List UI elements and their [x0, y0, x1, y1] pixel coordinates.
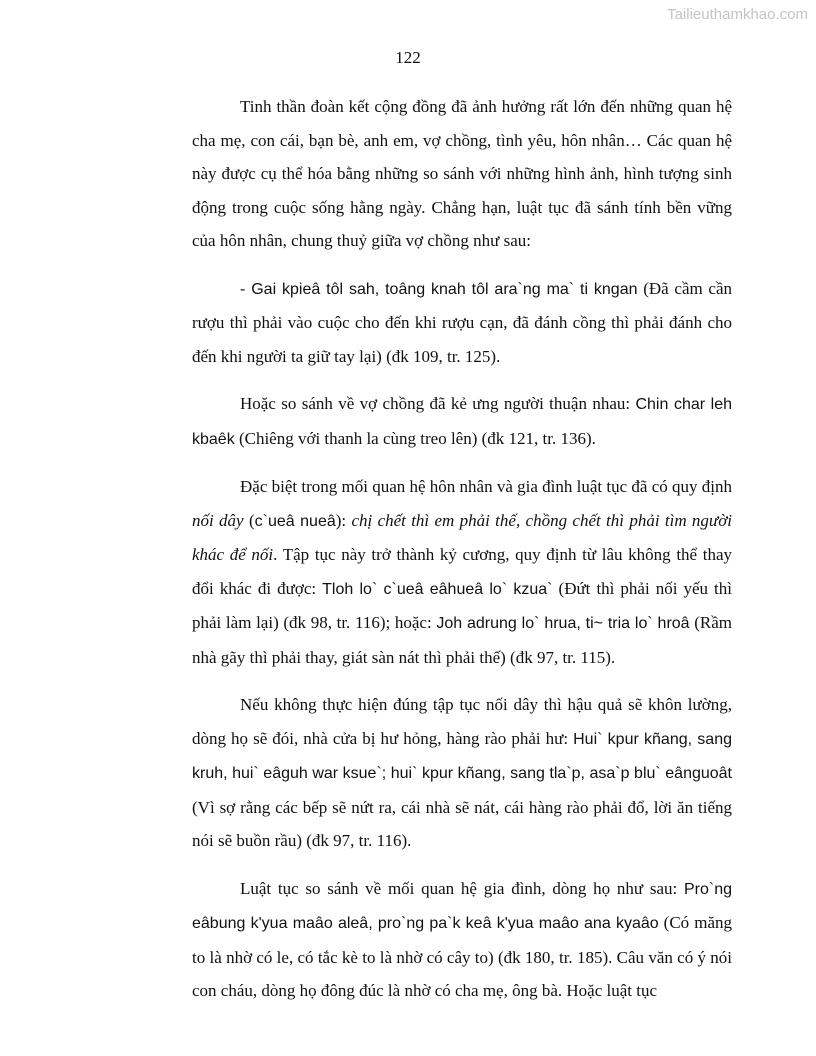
- paragraph-6-lead: Luật tục so sánh về mối quan hệ gia đình, dòng họ như sau:: [240, 878, 684, 898]
- ede-quote: - Gai kpieâ tôl sah, toâng knah tôl ara`ng ma` ti kngan: [240, 280, 638, 298]
- page-number: 122: [395, 48, 421, 67]
- paragraph-4-lead: Đặc biệt trong mối quan hệ hôn nhân và gia đình luật tục đã có quy định: [240, 477, 732, 496]
- ede-quote: Joh adrung lo` hrua, ti~ tria lo` hroâ: [436, 615, 690, 632]
- paragraph-3: [192, 387, 732, 456]
- paragraph-4-mid: . Tập tục này trở thành kỷ cương, quy định từ lâu không thể thay đổi khác đi được:: [192, 545, 733, 598]
- paragraph-1-text: Tinh thần đoàn kết cộng đồng đã ảnh hưởng rất lớn đến những quan hệ cha mẹ, con cái, bạn bè, anh em, vợ chồng, tình yêu, hôn nhân… Các quan hệ này được cụ thể hóa bằng những so sánh với những hình ảnh, hình tượng sinh động trong cuộc sống hằng ngày. Chẳng hạn, luật tục đã sánh tính bền vững của hôn nhân, chung thuỷ giữa vợ chồng như sau:: [192, 97, 732, 250]
- paragraph-4-colon: ):: [335, 510, 352, 530]
- document-body: [192, 90, 732, 1022]
- paragraph-4-text-2: (Rầm nhà gãy thì phải thay, giát sàn nát thì phải thế) (đk 97, tr. 115).: [192, 613, 733, 667]
- paragraph-5: [192, 688, 732, 858]
- term-noi-day: nối dây: [192, 510, 244, 530]
- italic-definition: chị chết thì em phải thế, chồng chết thì phải tìm người khác để nối: [192, 510, 732, 564]
- paragraph-2-text: (Đã cầm cần rượu thì phải vào cuộc cho đến khi rượu cạn, đã đánh cồng thì phải đánh cho đến khi người ta giữ tay lại) (đk 109, tr. 125).: [192, 278, 733, 366]
- paragraph-5-lead: Nếu không thực hiện đúng tập tục nối dây thì hậu quả sẽ khôn lường, dòng họ sẽ đói, nhà cửa bị hư hỏng, hàng rào phải hư:: [192, 695, 732, 748]
- paragraph-4-open: (: [243, 510, 255, 530]
- paragraph-3-lead: Hoặc so sánh về vợ chồng đã kẻ ưng người thuận nhau:: [240, 394, 636, 413]
- ede-quote: Tloh lo` c`ueâ eâhueâ lo` kzua`: [322, 580, 553, 598]
- paragraph-6-text: (Có măng to là nhờ có le, có tắc kè to là nhờ có cây to) (đk 180, tr. 185). Câu văn có ý nói con cháu, dòng họ đông đúc là nhờ có cha mẹ, ông bà. Hoặc luật tục: [192, 913, 732, 1000]
- paragraph-4-text-1: (Đứt thì phải nối yếu thì phải làm lại) (đk 98, tr. 116); hoặc:: [192, 578, 732, 632]
- ede-quote: Chin char leh kbaêk: [192, 396, 732, 448]
- paragraph-1: [192, 90, 732, 258]
- watermark: Tailieuthamkhao.com: [667, 6, 808, 23]
- ede-term: c`ueâ nueâ: [254, 512, 336, 530]
- paragraph-4: [192, 470, 732, 674]
- paragraph-3-text: (Chiêng với thanh la cùng treo lên) (đk 121, tr. 136).: [234, 428, 596, 448]
- ede-quote: Hui` kpur kñang, sang kruh, hui` eâguh war ksue`; hui` kpur kñang, sang tla`p, asa`p blu` eânguoât: [192, 730, 732, 782]
- paragraph-5-text: (Vì sợ rằng các bếp sẽ nứt ra, cái nhà sẽ nát, cái hàng rào phải đổ, lời ăn tiếng nói sẽ buồn rầu) (đk 97, tr. 116).: [192, 797, 732, 850]
- paragraph-2: [192, 272, 732, 374]
- ede-quote: Pro`ng eâbung k'yua maâo aleâ, pro`ng pa`k keâ k'yua maâo ana kyaâo: [192, 880, 732, 932]
- paragraph-6: [192, 872, 732, 1008]
